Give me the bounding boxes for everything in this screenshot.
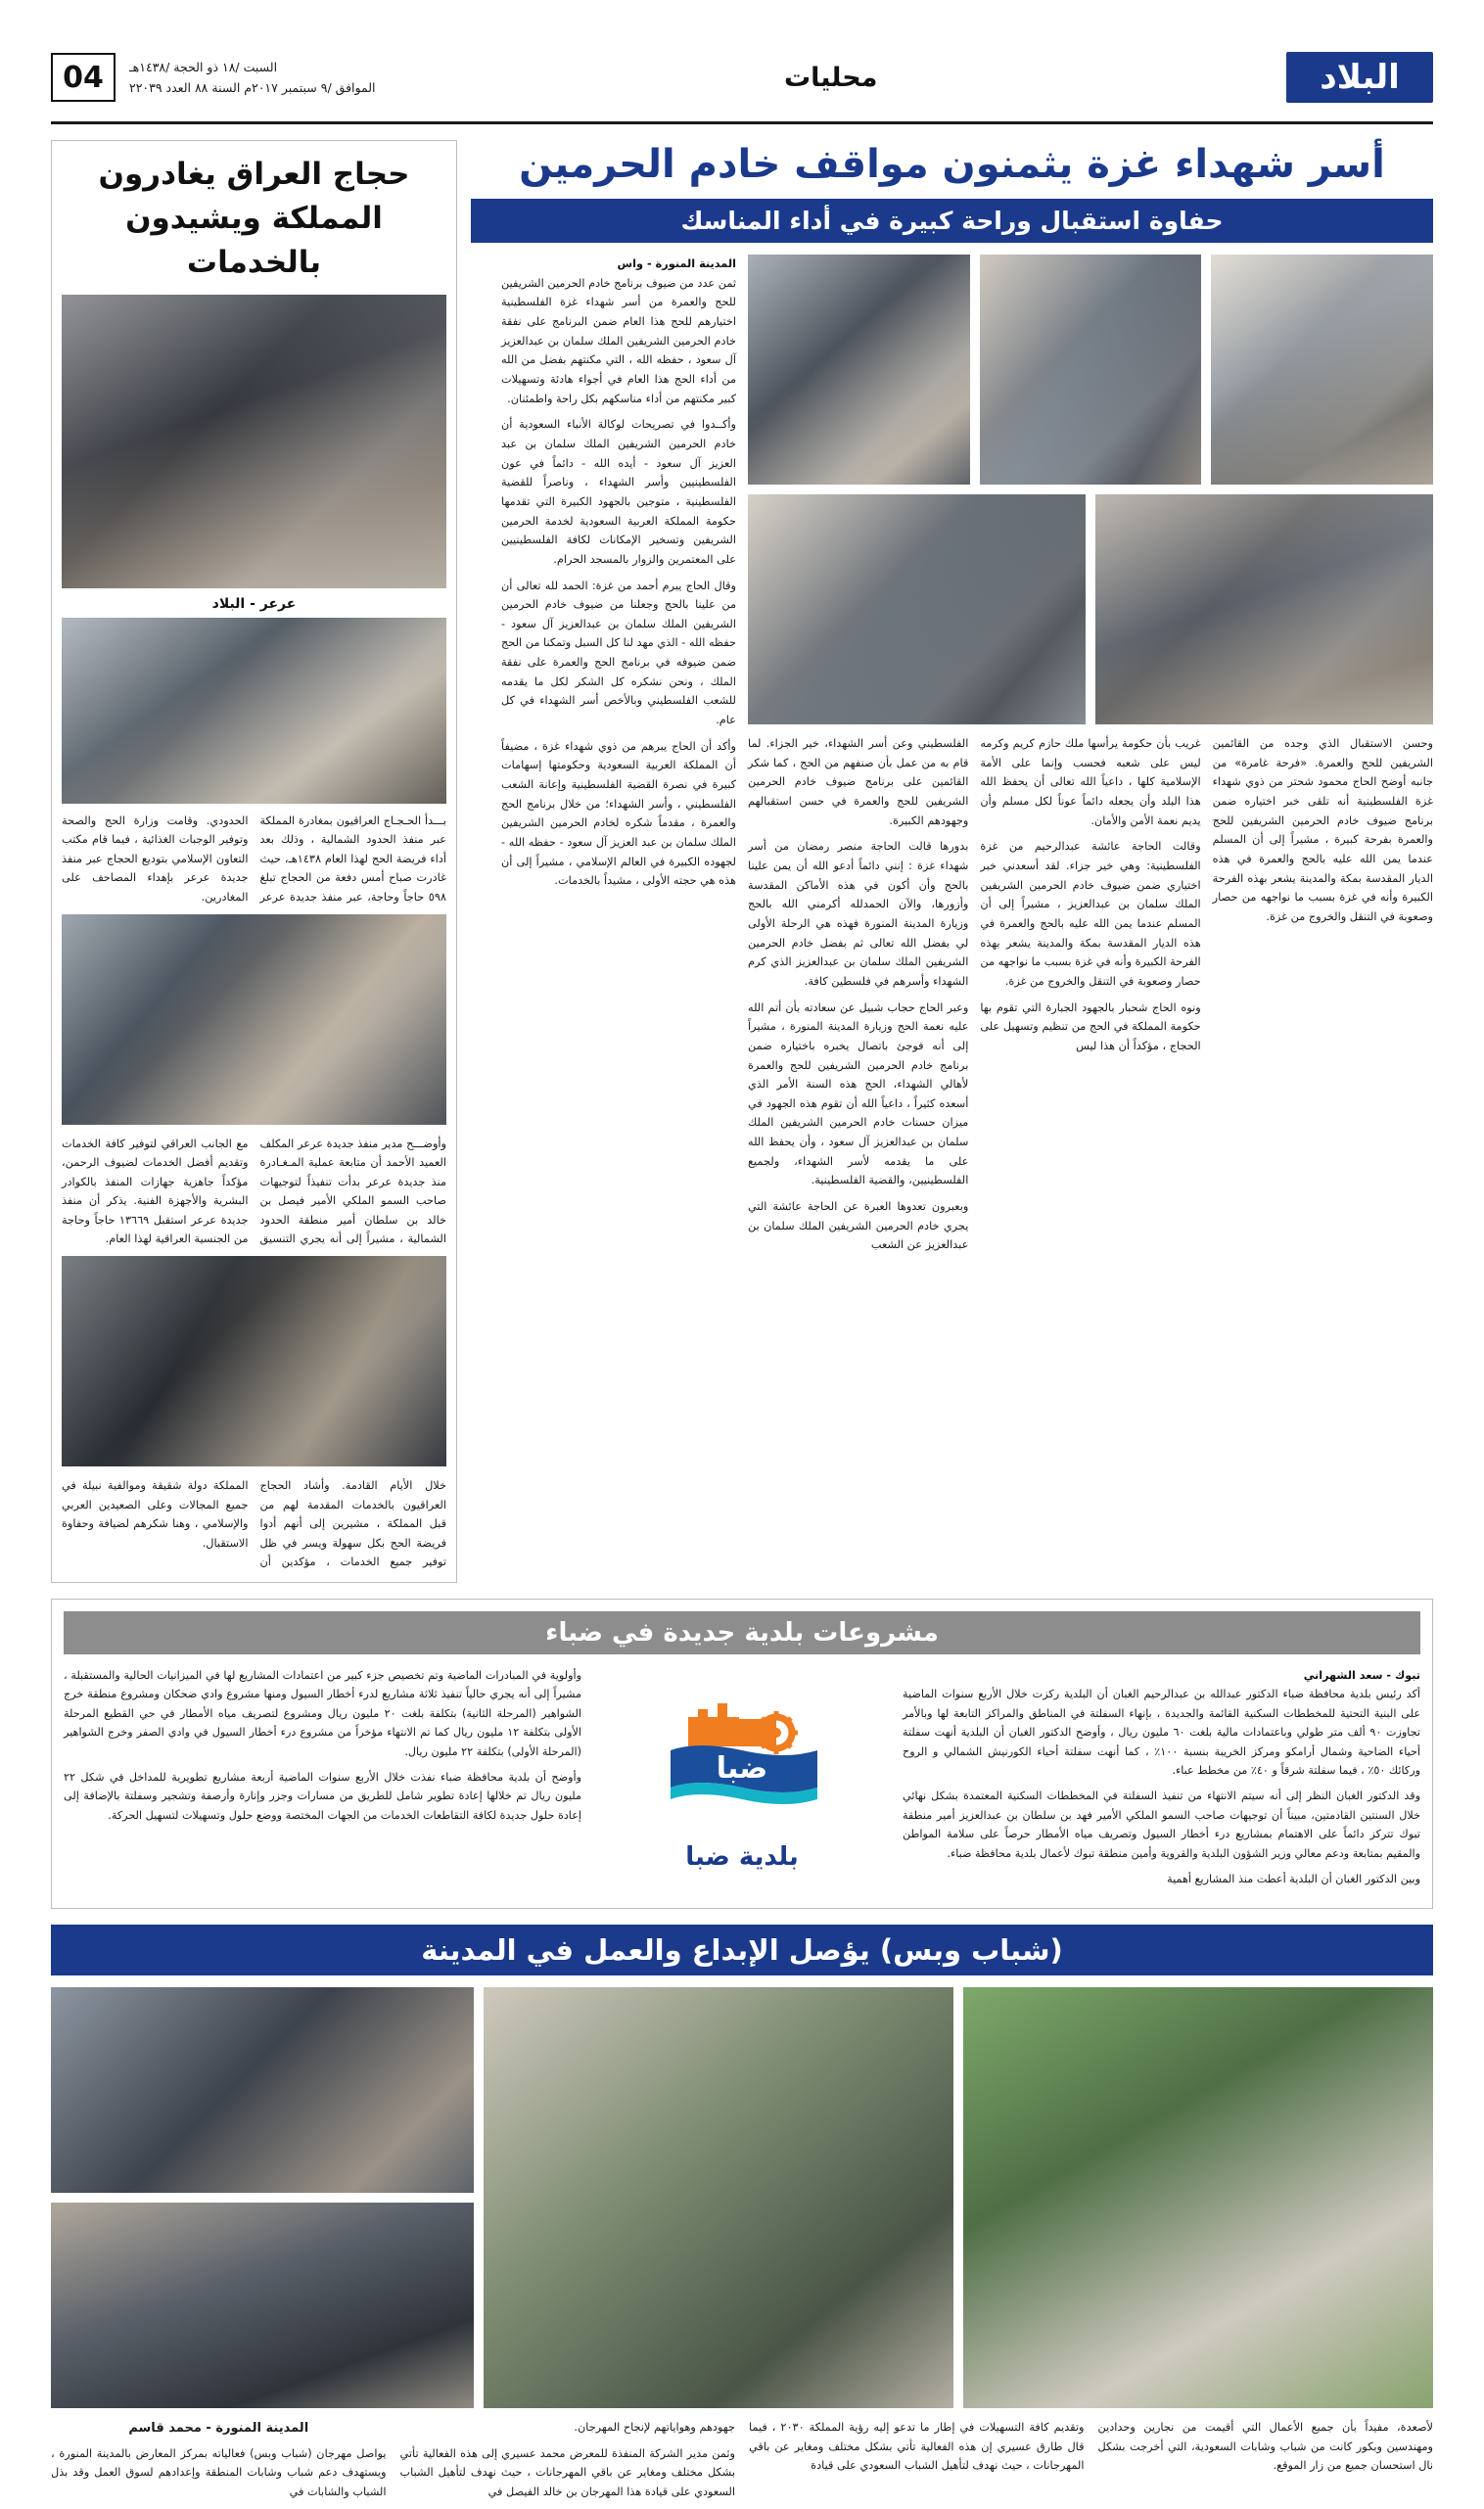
iraq-body-2: وأوضـــح مدير منفذ جديدة عرعر المكلف العميد الأحمد أن متابعة عملية المـغـادرة منذ جديدة عرعر بدأت تنفيذاً لتوجيهات صاحب السمو الملكي الأمير فيصل بن خالد بن سلطان أمير منطقة الحدود الشمالية ، مشيراً إلى أنه يجري التنسيق مع الجانب العراقي لتوفير كافة الخدمات وتقديم أفضل الخدمات لضيوف الرحمن، مؤكداً جاهزية جهازات المنفذ بالكوادر البشرية والأجهزة الفنية. يذكر أن منفذ جديدة عرعر استقبل ١٣٦٦٩ حاجاً وحاجة من الجنسية العراقية لهذا العام. — [62, 1137, 446, 1246]
youth-article — [51, 1925, 1433, 2509]
dhaba-dateline: تبوك - سعد الشهراني — [1303, 1668, 1420, 1682]
lead-text-col-2: غريب بأن حكومة يرأسها ملك حازم كريم وكرمه ليس على شعبه فحسب وإنما على الأمة الإسلامية كلها ، داعياً الله تعالى أن يحفظ الله هذا البلد وأن يجعله دائماً عوناً لكل مسلم وأن يديم نعمة الأمن والأمان. وقالت الحاجة عائشة عبدالرحيم من غزة الفلسطينية: وهي خير جزاء. لقد أسعدني خبر اختياري ضمن ضيوف خادم الحرمين الشريفين الملك سلمان بن عبدالعزيز ، مشيراً إلى أن المسلم عندما يمن الله عليه بالحج والعمرة في هذه الديار المقدسة بمكة والمدينة يشعر بهذه الفرحة الكبيرة وأنه في غزة بسبب ما نواجهه من حصار وصعوبة في التنقل والخروج من غزة. ونوه الحاج شحبار بالجهود الجبارة التي تقوم بها حكومة المملكة في الحج من تنظيم وتسهيل على الحجاج ، مؤكداً أن هذا ليس — [980, 737, 1201, 1052]
lead-dateline: المدينة المنورة - واس — [617, 257, 736, 270]
lead-photo-4 — [1095, 494, 1433, 724]
publication-logo-text: البلاد — [1320, 58, 1400, 97]
lead-photo-row-2 — [748, 494, 1433, 724]
dhaba-logo-text: بلدية ضبا — [685, 1842, 799, 1873]
lead-photo-3 — [748, 255, 970, 485]
lead-subhead: حفاوة استقبال وراحة كبيرة في أداء المناسك — [471, 199, 1433, 243]
iraq-body-3: خلال الأيام القادمة. وأشاد الحجاج العراقيون بالخدمات المقدمة لهم من قبل المملكة ، مشيرين إلى أنهم أدوا فريضة الحج بكل سهولة ويسر في ظل توفير جميع الخدمات ، مؤكدين أن المملكة دولة شقيقة وموالفية نبيلة في جميع المجالات وعلى الصعيدين العربي والإسلامي ، وهنا شكرهم لضيافة وحفاوة الاستقبال. — [62, 1479, 446, 1569]
section-title: محليات — [783, 62, 878, 93]
youth-text-columns — [51, 2418, 1433, 2509]
dhaba-col-right — [903, 1666, 1420, 1896]
page-number: 04 — [51, 53, 116, 102]
lead-body-grid — [471, 255, 1433, 1262]
youth-text-col-1-body: يواصل مهرجان (شباب وبس) فعالياته بمركز المعارض بالمدينة المنورة ، ويستهدف دعم شباب وشابات المنطقة وإعدادهم لسوق العمل وقد بذل الشباب والشابات في — [51, 2446, 387, 2498]
youth-text-col-4: لأصعدة، مفيداً بأن جميع الأعمال التي أقيمت من نجارين وحدادين ومهندسين وبكور كانت من شباب وشابات السعودية، التي أخرجت بشكل نال استحسان جميع من زار الموقع. — [1097, 2420, 1433, 2473]
youth-photo-grid — [51, 1987, 1433, 2408]
iraq-photo-2 — [62, 618, 446, 804]
youth-photo-1 — [963, 1987, 1433, 2408]
lead-article — [471, 140, 1433, 1583]
svg-text:ضبا: ضبا — [716, 1751, 768, 1787]
youth-photo-2 — [484, 1987, 953, 2408]
issue-date — [129, 57, 375, 99]
top-section — [51, 140, 1433, 1583]
lead-photo-5 — [748, 494, 1086, 724]
youth-title: (شباب وبس) يؤصل الإبداع والعمل في المدينة — [51, 1925, 1433, 1975]
lead-photo-row-1 — [748, 255, 1433, 485]
dhaba-logo-mark — [629, 1690, 855, 1836]
issue-date-hijri: السبت /١٨ ذو الحجة /١٤٣٨هـ — [129, 59, 278, 74]
publication-logo — [1286, 52, 1433, 103]
iraq-caption: عرعر - البلاد — [211, 595, 297, 612]
youth-text-col-2: جهودهم وهواياتهم لإنجاح المهرجان. وثمن مدير الشركة المنفذة للمعرض محمد عسيري إلى هذه الفعالية تأتي بشكل مختلف ومغاير عن باقي المهرجانات ، حيث نهدف لتأهيل الشباب السعودي على قيادة هذا المهرجان بن خالد الفيصل في — [399, 2420, 735, 2498]
iraq-photo-1 — [62, 295, 446, 588]
dhaba-logo — [595, 1666, 889, 1896]
iraq-photo-4 — [62, 1256, 446, 1466]
lead-photo-grid — [748, 255, 1433, 1262]
issue-date-gregorian: الموافق /٩ سبتمبر ٢٠١٧م السنة ٨٨ العدد ٢٢٠٣٩ — [129, 80, 376, 95]
dhaba-grid — [64, 1666, 1420, 1896]
youth-photo-stack — [51, 1987, 474, 2408]
lead-side-column — [501, 255, 736, 1262]
masthead-right — [51, 53, 375, 102]
iraq-article — [51, 140, 457, 1583]
iraq-body-1: بـــدأ الحـجـاج العراقيون بمغادرة المملكة عبر منفذ الحدود الشمالية ، وذلك بعد أداء فريضة الحج لهذا العام ١٤٣٨هـ، حيث غادرت صباح أمس دفعة من الحجاج تبلغ ٥٩٨ حاجاً وحاجة، عبر منفذ جديدة عرعر الحدودي. وقامت وزارة الحج والصحة وتوفير الوجبات الغذائية ، فيما قام مكتب التعاون الإسلامي بتوديع الحجاج عبر منفذ جديدة عرعر بإهداء المصاحف على المغادرين. — [62, 813, 446, 904]
lead-photo-1 — [1211, 255, 1433, 485]
youth-text-col-3: وتقديم كافة التسهيلات في إطار ما تدعو إليه رؤية المملكة ٢٠٣٠ ، فيما قال طارق عسيري إن هذه الفعالية تأتي بشكل مختلف ومغاير عن باقي المهرجانات ، حيث نهدف لتأهيل الشباب السعودي على قيادة — [749, 2420, 1085, 2473]
lead-headline: أسر شهداء غزة يثمنون مواقف خادم الحرمين — [519, 142, 1385, 187]
municipality-logo-icon — [629, 1690, 855, 1836]
youth-dateline: المدينة المنورة - محمد قاسم — [128, 2420, 309, 2436]
lead-text-col-1: الفلسطيني وعن أسر الشهداء، خير الجزاء. لما قام به من عمل بأن صنفهم من الحج ، كما شكر القائمين على برنامج ضيوف خادم الحرمين الشريفين للحج والعمرة في حسن استقبالهم وجهودهم الكبيرة. بدورها قالت الحاجة منصر رمضان من أسر شهداء غزة : إنني دائماً أدعو الله أن يمن علينا بالحج وأن أكون في هذه الأماكن المقدسة وأزورها، والآن الحمدلله أكرمني الله بالحج وزيارة المدينة المنورة فهذه هي الرحلة الأولى لي بفضل الله تعالى ثم بفضل خادم الحرمين الشريفين الملك سلمان بن عبدالعزيز الذي كرم الشهداء وأسرهم في فلسطين كافة. وعبر الحاج حجاب شبيل عن سعادته بأن أتم الله عليه نعمة الحج وزيارة المدينة المنورة ، مشيراً إلى أنه فوجئ باتصال يخبره باختياره ضمن برنامج خادم الحرمين الشريفين للحج والعمرة لأهالي الشهداء، الحج هذه السنة الأمر الذي أسعده كثيراً ، داعياً الله أن تقوم هذه الجهود في ميزان حسنات خادم الحرمين الشريفين الملك سلمان بن عبدالعزيز آل سعود ، وأن يحفظ الله على ما يقدمه لأسر الشهداء، ولجميع الفلسطينيين، والقضية الفلسطينية. وبعبرون تعدوها العبرة عن الحاجة عائشة التي يجري خادم الحرمين الشريفين الملك سلمان بن عبدالعزيز عن الشعب — [748, 737, 969, 1252]
lead-side-text: ثمن عدد من ضيوف برنامج خادم الحرمين الشريفين للحج والعمرة من أسر شهداء غزة الفلسطينية اختيارهم للحج هذا العام ضمن البرنامج على نفقة خادم الحرمين الشريفين الملك سلمان بن عبدالعزيز آل سعود ، حفظه الله ، التي مكنتهم بفضل من الله من أداء الحج هذا العام في أجواء هادئة وتسهيلات كبير مكنتهم من أداء مناسكهم بكل راحة واطمئنان. وأكــدوا في تصريحات لوكالة الأنباء السعودية أن خادم الحرمين الشريفين الملك سلمان بن عبد العزيز آل سعود - أيده الله - دائماً في عون الفلسطينيين وأسر الشهداء ، وناصراً للقضية الفلسطينية ، متوجين بالجهود الكبيرة التي تقدمها حكومة المملكة العربية السعودية لخدمة الحرمين الشريفين وتسخير الإمكانات لكافة الفلسطينيين على المعتمرين والزوار بالمسجد الحرام. وقال الحاج يبرم أحمد من غزة: الحمد لله تعالى أن من علينا بالحج وجعلنا من ضيوف خادم الحرمين الشريفين الملك سلمان بن عبدالعزيز آل سعود - حفظه الله - الذي مهد لنا كل السبل وتمكنا من الحج ضمن ضيوفه في برنامج الحج والعمرة على نفقة الملك ، ونحن نشكره كل الشكر لكل ما يقدمه للشعب الفلسطيني وبالأخص أسر الشهداء في كل عام. وأكد أن الحاج يبرهم من ذوي شهداء غزة ، مضيفاً أن المملكة العربية السعودية وحكومتها إسهامات كبيرة في نصرة القضية الفلسطينية وإعانة الشعب الفلسطيني ، وأسر الشهداء؛ من خلال برنامج الحج والعمرة ، مقدماً شكره لخادم الحرمين الشريفين الملك سلمان بن عبد العزيز آل سعود - حفظه الله - لجهوده الكبيرة في العالم الإسلامي ، مشيراً إلى أن هذه هي حجته الأولى ، مشيداً بالخدمات. — [501, 276, 736, 888]
dhaba-text-right: أكد رئيس بلدية محافظة ضباء الدكتور عبدالله بن عبدالرحيم الغبان أن البلدية ركزت خلال الأربع سنوات الماضية على البنية التحتية للمخططات السكنية القائمة والجديدة ، بإنهاء السفلتة في المناطق والمراكز التابعة لها وبالأمر تجاوزت ٩٠ ألف متر طولي وباعتمادات مالية بلغت ٦٠ مليون ريال ، وأوضح الدكتور الغبان أن البلدية أنهت سفلتة أحياء الضاحية وشمال أرامكو ومركز الخريبة بنسبة ١٠٠٪ ، كما أنهت سفلتة أحياء الكورنيش الشمالي و الروح وركائك ٥٠٪ ، فيما سفلتة شرقاً و ٤٠٪ من مخطط عباء. وقد الدكتور الغبان النظر إلى أنه سيتم الانتهاء من تنفيذ السفلتة في المخططات السكنية المعتمدة بشكل نهائي خلال السنتين القادمتين، مبيناً أن توجيهات صاحب السمو الملكي الأمير فهد بن سلطان بن عبدالعزيز أمير منطقة تبوك تتركز دائماً على الاهتمام بمشاريع درء أخطار السيول وتصريف مياه الأمطار حرصاً على سلامة المواطن والمقيم بمتابعة ودعم معالي وزير الشؤون البلدية والقروية وأمين منطقة تبوك لأعمال بلدية محافظة ضباء. وبين الدكتور الغبان أن البلدية أعطت منذ المشاريع أهمية — [903, 1688, 1421, 1886]
iraq-photo-3 — [62, 914, 446, 1125]
youth-photo-3 — [51, 1987, 474, 2193]
lead-photo-2 — [980, 255, 1202, 485]
lead-text-columns — [748, 734, 1433, 1262]
youth-text-col-1 — [51, 2418, 387, 2509]
masthead — [51, 43, 1433, 124]
youth-photo-4 — [51, 2203, 474, 2408]
lead-text-col-3: وحسن الاستقبال الذي وجده من القائمين الشريفين للحج والعمرة. «فرحة غامرة» من جانبه أوضح الحاج محمود شحتر من ذوي شهداء غزة الفلسطينية أنه تلقى خبر اختياره ضمن برنامج ضيوف خادم الحرمين الشريفين للحج والعمرة بفرحة كبيرة ، مشيراً إلى أن المسلم عندما يمن الله عليه بالحج والعمرة في هذه الديار المقدسة بمكة والمدينة يشعر بهذه الفرحة الكبيرة وأنه في غزة بسبب ما نواجهه من حصار وصعوبة في التنقل والخروج من غزة. — [1212, 737, 1433, 923]
dhaba-article — [51, 1599, 1433, 1909]
dhaba-col-left: وأولوية في المبادرات الماضية وتم تخصيص جزء كبير من اعتمادات المشاريع لها في الميزانيات الحالية والمستقبلة ، مشيراً إلى أنه يجري حالياً تنفيذ ثلاثة مشاريع لدرء أخطار السيول ومنها مشروع وادي ضحكان ومشروع منطقة خرج الشواهير (المرحلة الثانية) بتكلفة بلغت ٢٠ مليون ريال ومشروع لتصريف مياه الأمطار في حي القطيع المرحلة الأولى بتكلفة ١٢ مليون ريال كما تم الانتهاء مؤخراً من مشروع درء أخطار السيول في وادي الصفر وخرج الشواهير (المرحلة الأولى) بتكلفة ٢٢ مليون ريال. وأوضح أن بلدية محافظة ضباء نفذت خلال الأربع سنوات الماضية أربعة مشاريع تطويرية للمداخل في شكل ٢٢ مليون ريال تم خلالها إعادة تطوير شامل للطريق من مسارات وجزر وإنارة وأرصفة وتشجير وسفلتة بالإضافة إلى إعادة حلول جديدة لكافة التقاطعات الخدمات من الجهات المختصة ووضع حلول وتسهيلات لتسهيل الحركة. — [64, 1668, 581, 1822]
dhaba-title: مشروعات بلدية جديدة في ضباء — [64, 1611, 1420, 1654]
iraq-headline: حجاج العراق يغادرون المملكة ويشيدون بالخدمات — [98, 157, 410, 280]
